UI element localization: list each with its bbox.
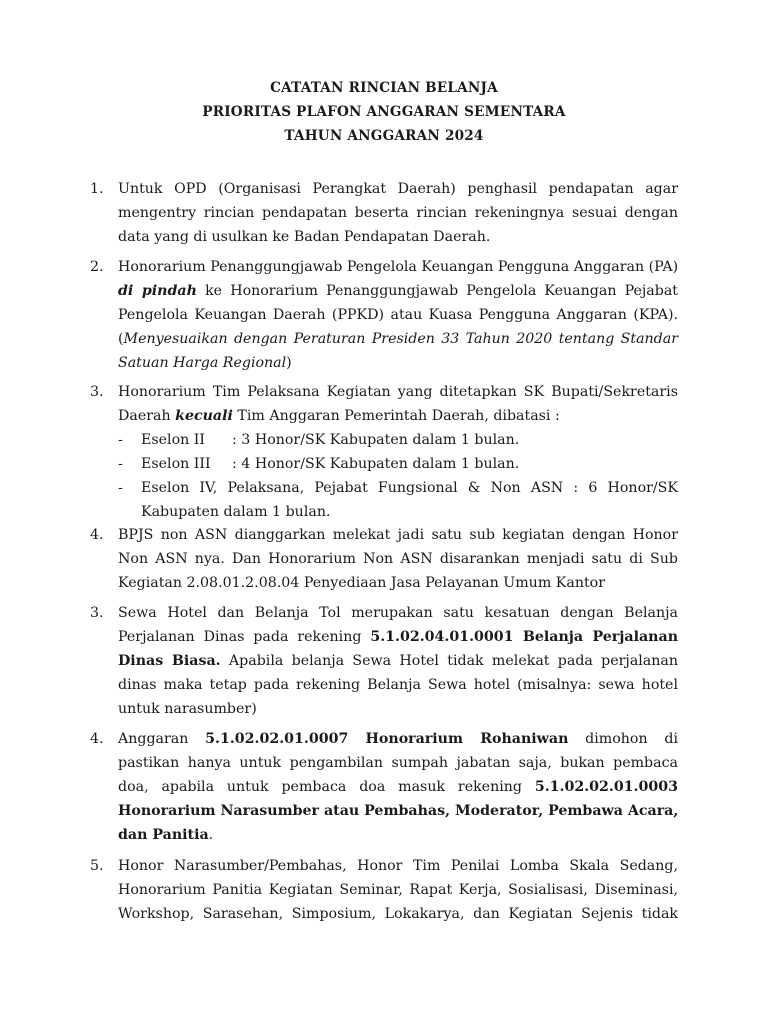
item-text-line: data yang di usulkan ke Badan Pendapatan Daerah.	[118, 229, 491, 245]
item-text: Anggaran	[118, 731, 206, 747]
item-text-line: Honorarium Panitia Kegiatan Seminar, Rapat Kerja, Sosialisasi, Diseminasi,	[118, 882, 678, 898]
bold-text: Honorarium Narasumber atau Pembahas, Moderator, Pembawa Acara,	[118, 803, 679, 819]
bullet-label: Eselon III	[141, 456, 211, 472]
emphasis-text: di pindah	[118, 283, 197, 299]
item-text-line: Honorarium Tim Pelaksana Kegiatan yang ditetapkan SK Bupati/Sekretaris	[118, 384, 678, 400]
item-number: 1.	[90, 181, 104, 197]
item-text-line: Kegiatan 2.08.01.2.08.04 Penyediaan Jasa Pelayanan Umum Kantor	[118, 575, 606, 591]
item-text-line	[118, 355, 678, 371]
item-text: dimohon di	[568, 731, 678, 747]
item-text-line	[118, 803, 678, 819]
item-text: ke Honorarium Penanggungjawab Pengelola Keuangan Pejabat	[196, 283, 678, 299]
italic-text: Satuan Harga Regional	[118, 355, 287, 371]
item-text-line: dinas maka tetap pada rekening Belanja Sewa hotel (misalnya: sewa hotel	[118, 677, 678, 693]
doc-title-line-3: TAHUN ANGGARAN 2024	[284, 128, 484, 144]
italic-text: Menyesuaikan dengan Peraturan Presiden 33 Tahun 2020 tentang Standar	[123, 331, 678, 347]
item-number: 5.	[90, 858, 104, 874]
bullet-dash: -	[118, 432, 123, 448]
bullet-value: : 3 Honor/SK Kabupaten dalam 1 bulan.	[232, 432, 520, 448]
item-text-line	[118, 283, 678, 299]
item-text-line	[118, 827, 678, 843]
item-text-line: Honor Narasumber/Pembahas, Honor Tim Penilai Lomba Skala Sedang,	[118, 858, 678, 874]
bold-text: 5.1.02.02.01.0007 Honorarium Rohaniwan	[205, 731, 569, 747]
item-number: 2.	[90, 259, 104, 275]
item-text-line: pastikan hanya untuk pengambilan sumpah jabatan saja, bukan pembaca	[118, 755, 678, 771]
item-number: 3.	[90, 605, 104, 621]
doc-title-line-2: PRIORITAS PLAFON ANGGARAN SEMENTARA	[202, 104, 566, 120]
bullet-text-line: Kabupaten dalam 1 bulan.	[141, 504, 331, 520]
item-text-line: mengentry rincian pendapatan beserta rincian rekeningnya sesuai dengan	[118, 205, 678, 221]
item-text-line	[118, 629, 678, 645]
doc-title-line-1: CATATAN RINCIAN BELANJA	[270, 80, 498, 96]
bold-text: Dinas Biasa.	[118, 653, 221, 669]
item-text-line	[118, 408, 678, 424]
item-text-line	[118, 779, 678, 795]
item-number: 3.	[90, 384, 104, 400]
bold-text: 5.1.02.02.01.0003	[534, 779, 678, 795]
item-text-line: Honorarium Penanggungjawab Pengelola Keuangan Pengguna Anggaran (PA)	[118, 259, 679, 275]
item-text: )	[286, 355, 292, 371]
item-text-line: Non ASN nya. Dan Honorarium Non ASN disarankan menjadi satu di Sub	[118, 551, 678, 567]
bold-text: 5.1.02.04.01.0001 Belanja Perjalanan	[370, 629, 679, 645]
item-text-line	[118, 731, 678, 747]
item-number: 4.	[90, 731, 104, 747]
item-text-line: BPJS non ASN dianggarkan melekat jadi satu sub kegiatan dengan Honor	[118, 527, 678, 543]
item-text-line: Workshop, Sarasehan, Simposium, Lokakarya, dan Kegiatan Sejenis tidak	[118, 906, 678, 922]
item-text-line	[118, 653, 678, 669]
bullet-value: : 4 Honor/SK Kabupaten dalam 1 bulan.	[232, 456, 520, 472]
item-text: doa, apabila untuk pembaca doa masuk rekening	[118, 779, 535, 795]
emphasis-text: kecuali	[175, 408, 233, 424]
item-text: (	[118, 331, 124, 347]
item-text-line: Pengelola Keuangan Daerah (PPKD) atau Kuasa Pengguna Anggaran (KPA).	[118, 307, 678, 323]
item-text: Apabila belanja Sewa Hotel tidak melekat pada perjalanan	[220, 653, 679, 669]
bullet-text-line: Eselon IV, Pelaksana, Pejabat Fungsional & Non ASN : 6 Honor/SK	[141, 480, 678, 496]
bold-text: dan Panitia	[118, 827, 209, 843]
item-text-line: Sewa Hotel dan Belanja Tol merupakan satu kesatuan dengan Belanja	[118, 605, 678, 621]
item-text: .	[208, 827, 214, 843]
item-text-line: Untuk OPD (Organisasi Perangkat Daerah) penghasil pendapatan agar	[118, 181, 678, 197]
bullet-label: Eselon II	[141, 432, 205, 448]
item-text-line: untuk narasumber)	[118, 701, 257, 717]
item-text: Tim Anggaran Pemerintah Daerah, dibatasi :	[232, 408, 560, 424]
item-text-line	[118, 331, 678, 347]
bullet-dash: -	[118, 480, 123, 496]
bullet-dash: -	[118, 456, 123, 472]
item-text: Daerah	[118, 408, 176, 424]
item-number: 4.	[90, 527, 104, 543]
item-text: Perjalanan Dinas pada rekening	[118, 629, 371, 645]
